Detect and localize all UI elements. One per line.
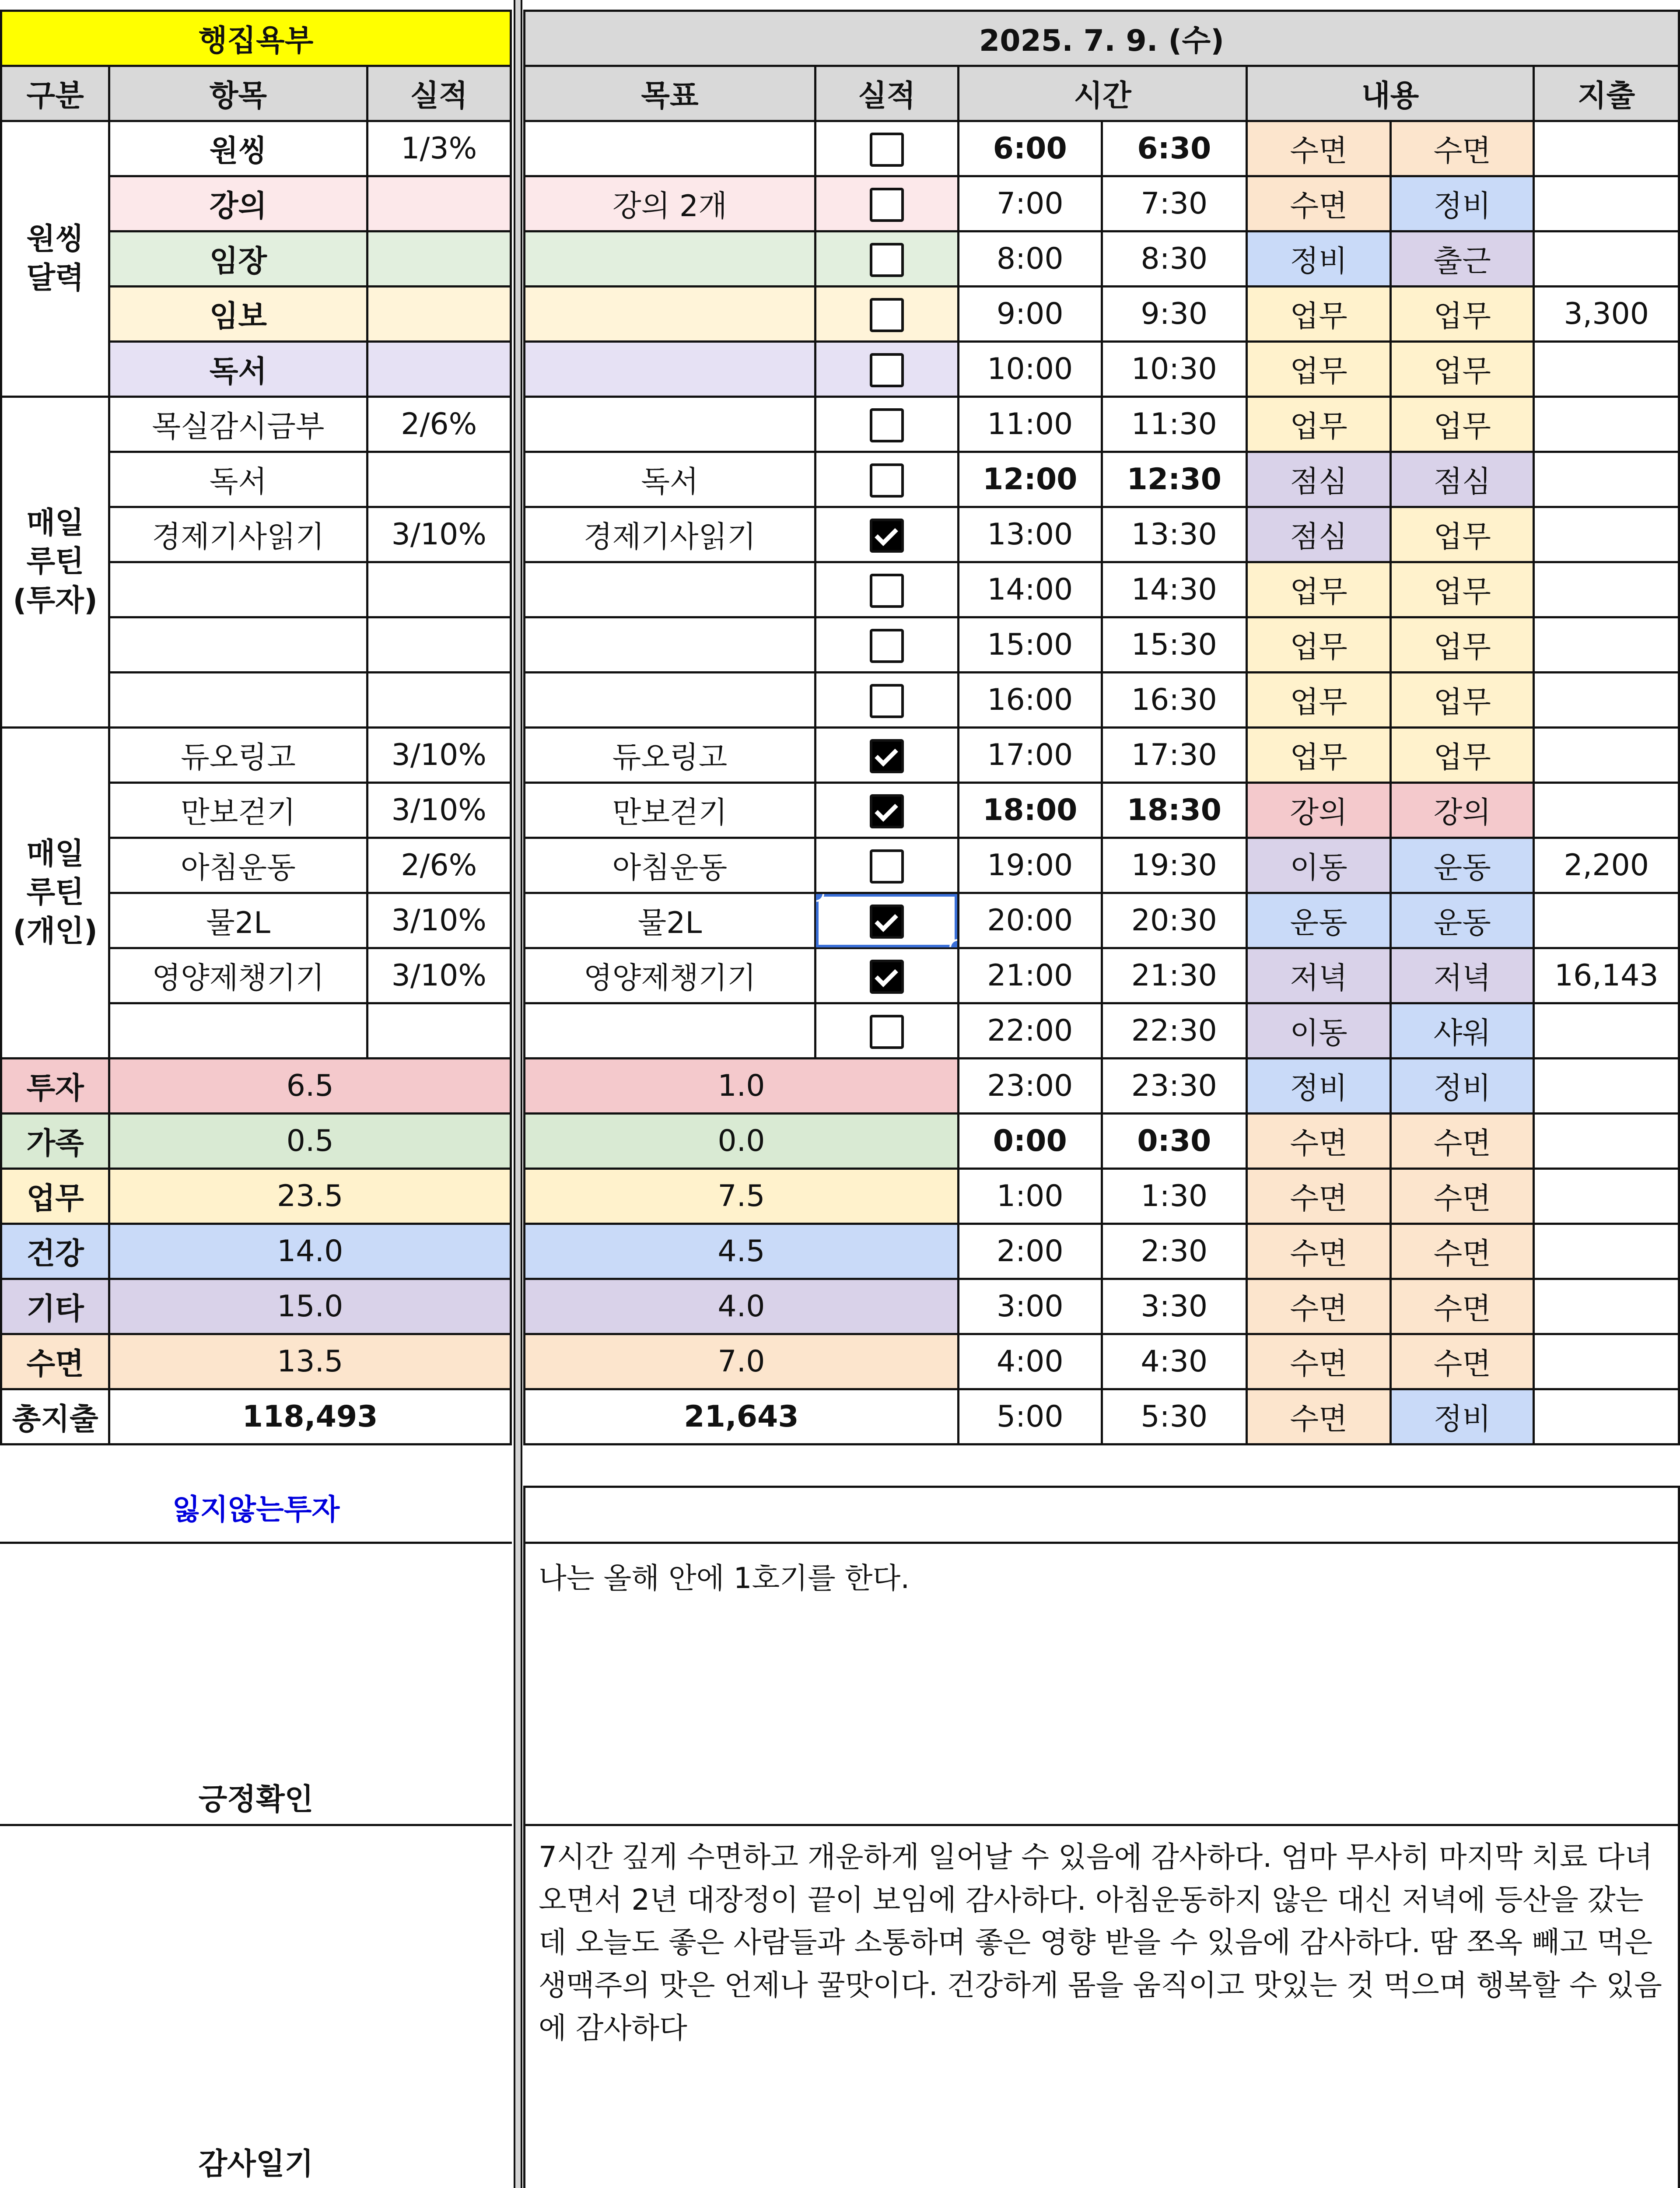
result-cell[interactable] [367, 452, 511, 507]
time-start: 20:00 [958, 893, 1102, 948]
time-start: 18:00 [958, 783, 1102, 838]
result-cell[interactable]: 2/6% [367, 838, 511, 893]
activity-second-half[interactable]: 운동 [1391, 893, 1534, 948]
schedule-row [525, 893, 1679, 948]
expense-cell[interactable] [1534, 1114, 1679, 1169]
activity-first-half[interactable]: 수면 [1247, 1114, 1391, 1169]
done-cell[interactable] [815, 562, 958, 617]
item-cell[interactable] [109, 1003, 367, 1059]
summary-value: 23.5 [109, 1169, 511, 1224]
expense-cell[interactable] [1534, 1389, 1679, 1445]
time-end: 21:30 [1102, 948, 1247, 1003]
expense-cell[interactable] [1534, 397, 1679, 452]
time-start: 3:00 [958, 1279, 1102, 1334]
activity-first-half[interactable]: 업무 [1247, 617, 1391, 673]
right-header-1: 실적 [815, 66, 958, 121]
activity-second-half[interactable]: 정비 [1391, 1389, 1534, 1445]
goal-cell[interactable]: 아침운동 [525, 838, 816, 893]
schedule-row [525, 783, 1679, 838]
activity-second-half[interactable]: 저녁 [1391, 948, 1534, 1003]
category-label-line: 루틴 [26, 544, 84, 579]
checkbox-unchecked[interactable] [870, 353, 904, 387]
goal-cell[interactable]: 강의 2개 [525, 176, 816, 231]
activity-second-half[interactable]: 수면 [1391, 1114, 1534, 1169]
time-start: 11:00 [958, 397, 1102, 452]
checkbox-unchecked[interactable] [870, 188, 904, 222]
activity-first-half[interactable]: 강의 [1247, 783, 1391, 838]
planner-title: 행집욕부 [1, 11, 511, 66]
time-end: 18:30 [1102, 783, 1247, 838]
expense-cell[interactable] [1534, 673, 1679, 728]
total-expense-value: 21,643 [525, 1389, 959, 1445]
expense-cell[interactable] [1534, 728, 1679, 783]
time-start: 1:00 [958, 1169, 1102, 1224]
left-table [0, 10, 512, 1445]
time-end: 17:30 [1102, 728, 1247, 783]
checkbox-unchecked[interactable] [870, 298, 904, 332]
expense-cell[interactable] [1534, 1003, 1679, 1059]
category-label-line: 매일 [26, 505, 84, 540]
checkbox-checked[interactable] [870, 739, 904, 773]
summary-value: 0.0 [525, 1114, 959, 1169]
checkbox-unchecked[interactable] [870, 133, 904, 167]
time-end: 8:30 [1102, 231, 1247, 287]
goal-cell[interactable] [525, 287, 816, 342]
summary-label: 투자 [1, 1059, 109, 1114]
item-cell[interactable] [109, 673, 367, 728]
item-cell[interactable]: 강의 [109, 176, 367, 231]
item-cell[interactable]: 아침운동 [109, 838, 367, 893]
activity-second-half[interactable]: 샤워 [1391, 1003, 1534, 1059]
gratitude-text: 7시간 깊게 수면하고 개운하게 일어날 수 있음에 감사하다. 엄마 무사히 마지막 치료 다녀오면서 2년 대장정이 끝이 보임에 감사하다. 아침운동하지 않은 대신 저녁에 등산을 갔는데 오늘도 좋은 사람들과 소통하며 좋은 영향 받을 수 있음에 감사하다. 땀 쪼옥 빼고 먹은 생맥주의 맛은 언제나 꿀맛이다. 건강하게 몸을 움직이고 맛있는 것 먹으며 행복할 수 있음에 감사하다 [539, 1840, 1662, 2045]
left-header-2: 실적 [367, 66, 511, 121]
link-row-right [523, 1486, 1680, 1542]
losing-free-investing-link[interactable]: 잃지않는투자 [172, 1493, 340, 1526]
affirmation-left [0, 1542, 512, 1826]
time-start: 7:00 [958, 176, 1102, 231]
schedule-row [525, 397, 1679, 452]
summary-label: 업무 [1, 1169, 109, 1224]
activity-second-half[interactable]: 정비 [1391, 1059, 1534, 1114]
done-cell[interactable] [815, 287, 958, 342]
time-end: 22:30 [1102, 1003, 1247, 1059]
activity-second-half[interactable]: 업무 [1391, 673, 1534, 728]
done-cell[interactable] [815, 1003, 958, 1059]
expense-cell[interactable]: 3,300 [1534, 287, 1679, 342]
category-group-1 [1, 397, 109, 728]
schedule-row [525, 287, 1679, 342]
time-start: 12:00 [958, 452, 1102, 507]
schedule-row [525, 673, 1679, 728]
summary-value: 6.5 [109, 1059, 511, 1114]
panel-divider [514, 0, 522, 2188]
activity-first-half[interactable]: 수면 [1247, 1279, 1391, 1334]
summary-value: 4.0 [525, 1279, 959, 1334]
done-cell[interactable] [815, 397, 958, 452]
category-group-2 [1, 728, 109, 1059]
schedule-row [525, 948, 1679, 1003]
time-end: 14:30 [1102, 562, 1247, 617]
expense-cell[interactable]: 2,200 [1534, 838, 1679, 893]
goal-cell[interactable] [525, 562, 816, 617]
total-expense-value: 118,493 [109, 1389, 511, 1445]
activity-second-half[interactable]: 수면 [1391, 1279, 1534, 1334]
activity-first-half[interactable]: 업무 [1247, 728, 1391, 783]
expense-cell[interactable]: 16,143 [1534, 948, 1679, 1003]
result-cell[interactable] [367, 1003, 511, 1059]
time-start: 16:00 [958, 673, 1102, 728]
summary-value: 14.0 [109, 1224, 511, 1279]
done-cell[interactable] [815, 673, 958, 728]
item-cell[interactable]: 물2L [109, 893, 367, 948]
time-start: 5:00 [958, 1389, 1102, 1445]
item-cell[interactable]: 영양제챙기기 [109, 948, 367, 1003]
left-row [1, 397, 511, 452]
result-cell[interactable]: 3/10% [367, 948, 511, 1003]
right-header-4: 지출 [1534, 66, 1679, 121]
activity-first-half[interactable]: 수면 [1247, 1169, 1391, 1224]
expense-cell[interactable] [1534, 617, 1679, 673]
result-cell[interactable] [367, 342, 511, 397]
gratitude-box[interactable] [523, 1824, 1680, 2188]
schedule-row [525, 728, 1679, 783]
summary-label: 수면 [1, 1334, 109, 1389]
schedule-row [525, 231, 1679, 287]
done-cell[interactable] [815, 176, 958, 231]
right-table [523, 10, 1680, 1445]
expense-cell[interactable] [1534, 121, 1679, 176]
category-label-line: 달력 [26, 260, 84, 295]
total-expense-label: 총지출 [1, 1389, 109, 1445]
right-header-3: 내용 [1247, 66, 1534, 121]
item-cell[interactable]: 임장 [109, 231, 367, 287]
time-start: 0:00 [958, 1114, 1102, 1169]
activity-second-half[interactable]: 수면 [1391, 1224, 1534, 1279]
time-end: 9:30 [1102, 287, 1247, 342]
category-label-line: 원씽 [26, 222, 84, 257]
checkbox-unchecked[interactable] [870, 849, 904, 884]
checkbox-unchecked[interactable] [870, 574, 904, 608]
checkbox-checked[interactable] [870, 519, 904, 553]
checkbox-unchecked[interactable] [870, 629, 904, 663]
selection-handle-top-left[interactable] [815, 893, 824, 902]
summary-value: 15.0 [109, 1279, 511, 1334]
result-cell[interactable] [367, 231, 511, 287]
activity-first-half[interactable]: 점심 [1247, 452, 1391, 507]
category-label-line: 매일 [26, 836, 84, 871]
done-cell[interactable] [815, 728, 958, 783]
goal-cell[interactable] [525, 121, 816, 176]
activity-first-half[interactable]: 수면 [1247, 176, 1391, 231]
activity-second-half[interactable]: 업무 [1391, 507, 1534, 562]
goal-cell[interactable]: 만보걷기 [525, 783, 816, 838]
result-cell[interactable]: 3/10% [367, 783, 511, 838]
goal-cell[interactable]: 독서 [525, 452, 816, 507]
category-label-line: (개인) [13, 914, 98, 949]
activity-first-half[interactable]: 수면 [1247, 121, 1391, 176]
expense-cell[interactable] [1534, 1279, 1679, 1334]
summary-value: 7.5 [525, 1169, 959, 1224]
right-header-2: 시간 [958, 66, 1246, 121]
time-end: 20:30 [1102, 893, 1247, 948]
activity-second-half[interactable]: 출근 [1391, 231, 1534, 287]
time-end: 13:30 [1102, 507, 1247, 562]
activity-first-half[interactable]: 정비 [1247, 231, 1391, 287]
goal-cell[interactable] [525, 673, 816, 728]
link-row-left [0, 1486, 512, 1542]
activity-second-half[interactable]: 수면 [1391, 1169, 1534, 1224]
result-cell[interactable]: 3/10% [367, 507, 511, 562]
done-cell[interactable] [815, 507, 958, 562]
time-end: 16:30 [1102, 673, 1247, 728]
item-cell[interactable]: 독서 [109, 342, 367, 397]
selection-handle-bottom-right[interactable] [949, 939, 959, 948]
time-end: 7:30 [1102, 176, 1247, 231]
done-cell[interactable] [815, 231, 958, 287]
left-row [1, 121, 511, 176]
result-cell[interactable] [367, 673, 511, 728]
done-cell[interactable] [815, 617, 958, 673]
goal-cell[interactable]: 경제기사읽기 [525, 507, 816, 562]
item-cell[interactable]: 듀오링고 [109, 728, 367, 783]
done-cell[interactable] [815, 452, 958, 507]
activity-first-half[interactable]: 업무 [1247, 562, 1391, 617]
schedule-row [525, 617, 1679, 673]
result-cell[interactable]: 1/3% [367, 121, 511, 176]
checkbox-unchecked[interactable] [870, 243, 904, 277]
schedule-row [525, 342, 1679, 397]
category-group-0 [1, 121, 109, 397]
time-start: 6:00 [958, 121, 1102, 176]
activity-second-half[interactable]: 수면 [1391, 121, 1534, 176]
activity-first-half[interactable]: 정비 [1247, 1059, 1391, 1114]
time-end: 19:30 [1102, 838, 1247, 893]
goal-cell[interactable] [525, 342, 816, 397]
done-cell[interactable] [815, 342, 958, 397]
goal-cell[interactable]: 영양제챙기기 [525, 948, 816, 1003]
time-end: 3:30 [1102, 1279, 1247, 1334]
time-end: 11:30 [1102, 397, 1247, 452]
goal-cell[interactable] [525, 397, 816, 452]
expense-cell[interactable] [1534, 893, 1679, 948]
time-start: 9:00 [958, 287, 1102, 342]
activity-first-half[interactable]: 업무 [1247, 342, 1391, 397]
time-start: 21:00 [958, 948, 1102, 1003]
summary-label: 가족 [1, 1114, 109, 1169]
activity-first-half[interactable]: 수면 [1247, 1389, 1391, 1445]
result-cell[interactable] [367, 176, 511, 231]
activity-second-half[interactable]: 업무 [1391, 342, 1534, 397]
expense-cell[interactable] [1534, 342, 1679, 397]
item-cell[interactable] [109, 562, 367, 617]
schedule-row [525, 176, 1679, 231]
schedule-row [525, 1003, 1679, 1059]
result-cell[interactable]: 3/10% [367, 893, 511, 948]
time-end: 23:30 [1102, 1059, 1247, 1114]
activity-second-half[interactable]: 강의 [1391, 783, 1534, 838]
checkbox-unchecked[interactable] [870, 408, 904, 442]
result-cell[interactable]: 2/6% [367, 397, 511, 452]
item-cell[interactable]: 목실감시금부 [109, 397, 367, 452]
checkbox-checked[interactable] [870, 905, 904, 939]
result-cell[interactable] [367, 562, 511, 617]
affirmation-text: 나는 올해 안에 1호기를 한다. [539, 1561, 910, 1595]
activity-first-half[interactable]: 이동 [1247, 838, 1391, 893]
time-end: 12:30 [1102, 452, 1247, 507]
result-cell[interactable] [367, 617, 511, 673]
affirmation-box[interactable] [523, 1542, 1680, 1826]
affirmation-label: 긍정확인 [198, 1782, 314, 1817]
time-start: 13:00 [958, 507, 1102, 562]
checkbox-unchecked[interactable] [870, 1015, 904, 1049]
goal-cell[interactable]: 듀오링고 [525, 728, 816, 783]
time-start: 14:00 [958, 562, 1102, 617]
activity-first-half[interactable]: 수면 [1247, 1334, 1391, 1389]
expense-cell[interactable] [1534, 1169, 1679, 1224]
time-start: 4:00 [958, 1334, 1102, 1389]
schedule-row [525, 507, 1679, 562]
item-cell[interactable] [109, 617, 367, 673]
item-cell[interactable]: 임보 [109, 287, 367, 342]
time-start: 17:00 [958, 728, 1102, 783]
expense-cell[interactable] [1534, 231, 1679, 287]
activity-first-half[interactable]: 수면 [1247, 1224, 1391, 1279]
done-cell[interactable] [815, 893, 958, 948]
right-header-0: 목표 [525, 66, 816, 121]
time-end: 5:30 [1102, 1389, 1247, 1445]
checkbox-unchecked[interactable] [870, 463, 904, 498]
activity-first-half[interactable]: 이동 [1247, 1003, 1391, 1059]
item-cell[interactable]: 원씽 [109, 121, 367, 176]
summary-value: 1.0 [525, 1059, 959, 1114]
activity-second-half[interactable]: 점심 [1391, 452, 1534, 507]
time-end: 10:30 [1102, 342, 1247, 397]
time-end: 15:30 [1102, 617, 1247, 673]
time-end: 4:30 [1102, 1334, 1247, 1389]
item-cell[interactable]: 독서 [109, 452, 367, 507]
result-cell[interactable] [367, 287, 511, 342]
expense-cell[interactable] [1534, 1224, 1679, 1279]
category-label-line: 루틴 [26, 875, 84, 910]
checkbox-unchecked[interactable] [870, 684, 904, 718]
goal-cell[interactable] [525, 617, 816, 673]
summary-label: 기타 [1, 1279, 109, 1334]
left-row [1, 728, 511, 783]
done-cell[interactable] [815, 838, 958, 893]
activity-second-half[interactable]: 업무 [1391, 397, 1534, 452]
activity-first-half[interactable]: 점심 [1247, 507, 1391, 562]
checkbox-checked[interactable] [870, 960, 904, 994]
time-start: 10:00 [958, 342, 1102, 397]
summary-value: 0.5 [109, 1114, 511, 1169]
done-cell[interactable] [815, 783, 958, 838]
summary-value: 7.0 [525, 1334, 959, 1389]
activity-first-half[interactable]: 업무 [1247, 673, 1391, 728]
expense-cell[interactable] [1534, 176, 1679, 231]
activity-second-half[interactable]: 운동 [1391, 838, 1534, 893]
time-start: 22:00 [958, 1003, 1102, 1059]
done-cell[interactable] [815, 948, 958, 1003]
goal-cell[interactable]: 물2L [525, 893, 816, 948]
activity-second-half[interactable]: 수면 [1391, 1334, 1534, 1389]
time-start: 15:00 [958, 617, 1102, 673]
item-cell[interactable]: 만보걷기 [109, 783, 367, 838]
summary-value: 13.5 [109, 1334, 511, 1389]
gratitude-left [0, 1824, 512, 2188]
time-start: 19:00 [958, 838, 1102, 893]
time-start: 2:00 [958, 1224, 1102, 1279]
activity-first-half[interactable]: 업무 [1247, 287, 1391, 342]
schedule-row [525, 452, 1679, 507]
summary-label: 건강 [1, 1224, 109, 1279]
expense-cell[interactable] [1534, 1059, 1679, 1114]
time-end: 0:30 [1102, 1114, 1247, 1169]
expense-cell[interactable] [1534, 1334, 1679, 1389]
left-header-0: 구분 [1, 66, 109, 121]
time-end: 2:30 [1102, 1224, 1247, 1279]
expense-cell[interactable] [1534, 452, 1679, 507]
time-start: 23:00 [958, 1059, 1102, 1114]
activity-second-half[interactable]: 업무 [1391, 728, 1534, 783]
left-header-1: 항목 [109, 66, 367, 121]
goal-cell[interactable] [525, 231, 816, 287]
date-title: 2025. 7. 9. (수) [525, 11, 1679, 66]
activity-second-half[interactable]: 정비 [1391, 176, 1534, 231]
result-cell[interactable]: 3/10% [367, 728, 511, 783]
expense-cell[interactable] [1534, 562, 1679, 617]
activity-second-half[interactable]: 업무 [1391, 617, 1534, 673]
activity-second-half[interactable]: 업무 [1391, 287, 1534, 342]
activity-first-half[interactable]: 저녁 [1247, 948, 1391, 1003]
category-label-line: (투자) [13, 583, 98, 618]
activity-second-half[interactable]: 업무 [1391, 562, 1534, 617]
activity-first-half[interactable]: 업무 [1247, 397, 1391, 452]
expense-cell[interactable] [1534, 783, 1679, 838]
time-start: 8:00 [958, 231, 1102, 287]
activity-first-half[interactable]: 운동 [1247, 893, 1391, 948]
summary-value: 4.5 [525, 1224, 959, 1279]
checkbox-checked[interactable] [870, 794, 904, 828]
schedule-row [525, 838, 1679, 893]
expense-cell[interactable] [1534, 507, 1679, 562]
gratitude-label: 감사일기 [198, 2147, 314, 2181]
schedule-row [525, 562, 1679, 617]
done-cell[interactable] [815, 121, 958, 176]
time-end: 6:30 [1102, 121, 1247, 176]
schedule-row [525, 121, 1679, 176]
item-cell[interactable]: 경제기사읽기 [109, 507, 367, 562]
time-end: 1:30 [1102, 1169, 1247, 1224]
goal-cell[interactable] [525, 1003, 816, 1059]
